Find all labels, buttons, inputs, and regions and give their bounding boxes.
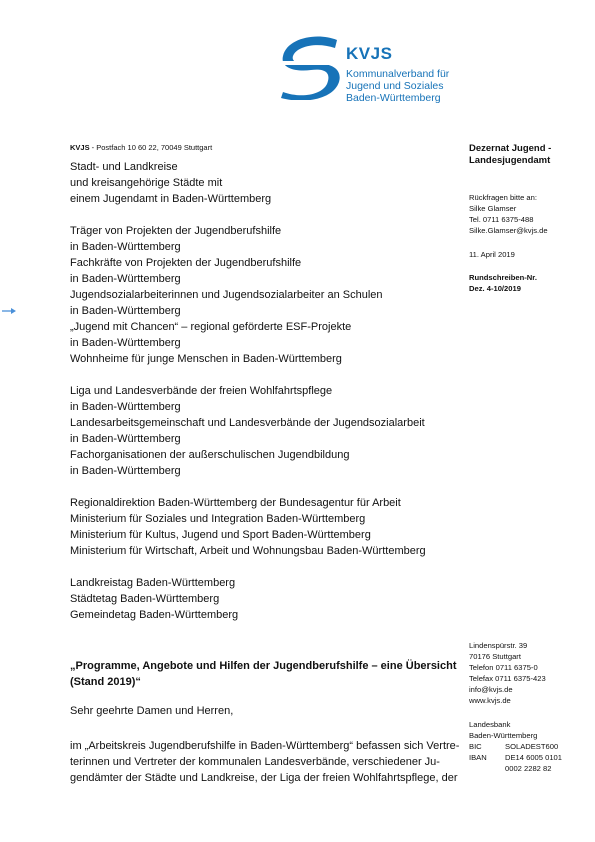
address-street: Lindenspürstr. 39 [469, 641, 528, 650]
address-phone: Telefon 0711 6375-0 [469, 663, 538, 672]
recipient-line: Stadt- und Landkreise [70, 161, 178, 173]
kvjs-logo-icon [277, 34, 347, 100]
recipient-line: Ministerium für Kultus, Jugend und Sport Baden-Württemberg [70, 529, 371, 541]
recipient-line: in Baden-Württemberg [70, 401, 181, 413]
address-web[interactable]: www.kvjs.de [469, 696, 511, 705]
dept-line-1: Dezernat Jugend - [469, 143, 552, 154]
recipient-line: Ministerium für Soziales und Integration Baden-Württemberg [70, 513, 366, 525]
recipient-line: Fachorganisationen der außerschulischen Jugendbildung [70, 449, 350, 461]
recipient-line: Landkreistag Baden-Württemberg [70, 577, 236, 589]
address-email[interactable]: info@kvjs.de [469, 685, 513, 694]
bic-row [469, 742, 558, 753]
recipient-line: in Baden-Württemberg [70, 465, 181, 477]
iban-row [469, 753, 562, 764]
recipient-line: in Baden-Württemberg [70, 241, 181, 253]
recipient-line: einem Jugendamt in Baden-Württemberg [70, 193, 272, 205]
letter-date: 11. April 2019 [469, 250, 515, 259]
contact-email[interactable]: Silke.Glamser@kvjs.de [469, 226, 548, 235]
recipient-line: in Baden-Württemberg [70, 433, 181, 445]
body-line-3: gendämter der Städte und Landkreise, der Liga der freien Wohlfahrtspflege, der [70, 772, 458, 784]
bic-value: SOLADEST600 [505, 742, 559, 751]
recipient-line: Städtetag Baden-Württemberg [70, 593, 220, 605]
address-fax: Telefax 0711 6375-423 [469, 674, 546, 683]
iban-label: IBAN [469, 753, 487, 762]
recipient-line: Träger von Projekten der Jugendberufshilfe [70, 225, 282, 237]
contact-name: Silke Glamser [469, 204, 517, 213]
recipient-line: Ministerium für Wirtschaft, Arbeit und Wohnungsbau Baden-Württemberg [70, 545, 426, 557]
bank-name-2: Baden-Württemberg [469, 731, 538, 740]
sender-line [70, 143, 212, 152]
brand-name: KVJS [346, 44, 393, 63]
arrow-right-icon [2, 306, 16, 316]
contact-label: Rückfragen bitte an: [469, 193, 537, 202]
subject-line: „Programme, Angebote und Hilfen der Jugendberufshilfe – eine Übersicht (Stand 2019)“ [70, 660, 457, 688]
recipient-line: und kreisangehörige Städte mit [70, 177, 223, 189]
recipient-line: Landesarbeitsgemeinschaft und Landesverbände der Jugendsozialarbeit [70, 417, 425, 429]
recipient-line: in Baden-Württemberg [70, 305, 181, 317]
circular-number: Dez. 4-10/2019 [469, 284, 521, 293]
bic-label: BIC [469, 742, 482, 751]
recipient-line: in Baden-Württemberg [70, 337, 181, 349]
iban-value-2: 0002 2282 82 [505, 764, 552, 773]
bank-name-1: Landesbank [469, 720, 511, 729]
iban-row-2 [469, 764, 551, 775]
salutation: Sehr geehrte Damen und Herren, [70, 705, 234, 717]
sender-org: KVJS [70, 143, 90, 152]
contact-phone: Tel. 0711 6375-488 [469, 215, 534, 224]
body-line-1: im „Arbeitskreis Jugendberufshilfe in Baden-Württemberg“ befassen sich Vertre- [70, 740, 460, 752]
recipient-line: Regionaldirektion Baden-Württemberg der Bundesagentur für Arbeit [70, 497, 401, 509]
dept-line-2: Landesjugendamt [469, 155, 551, 166]
recipient-line: in Baden-Württemberg [70, 273, 181, 285]
iban-value-1: DE14 6005 0101 [505, 753, 563, 762]
brand-line-3: Baden-Württemberg [346, 92, 441, 104]
recipient-line: Liga und Landesverbände der freien Wohlfahrtspflege [70, 385, 333, 397]
brand-line-2: Jugend und Soziales [346, 80, 444, 92]
recipient-line: Jugendsozialarbeiterinnen und Jugendsozialarbeiter an Schulen [70, 289, 383, 301]
recipient-line: Fachkräfte von Projekten der Jugendberufshilfe [70, 257, 302, 269]
recipient-line: Wohnheime für junge Menschen in Baden-Württemberg [70, 353, 342, 365]
brand-line-1: Kommunalverband für [346, 68, 450, 80]
body-line-2: terinnen und Vertreter der kommunalen Landesverbände, verschiedener Ju- [70, 756, 440, 768]
sender-address: - Postfach 10 60 22, 70049 Stuttgart [89, 143, 213, 152]
recipient-line: „Jugend mit Chancen“ – regional geförderte ESF-Projekte [70, 321, 352, 333]
address-city: 70176 Stuttgart [469, 652, 521, 661]
circular-label: Rundschreiben-Nr. [469, 273, 537, 282]
recipient-line: Gemeindetag Baden-Württemberg [70, 609, 239, 621]
